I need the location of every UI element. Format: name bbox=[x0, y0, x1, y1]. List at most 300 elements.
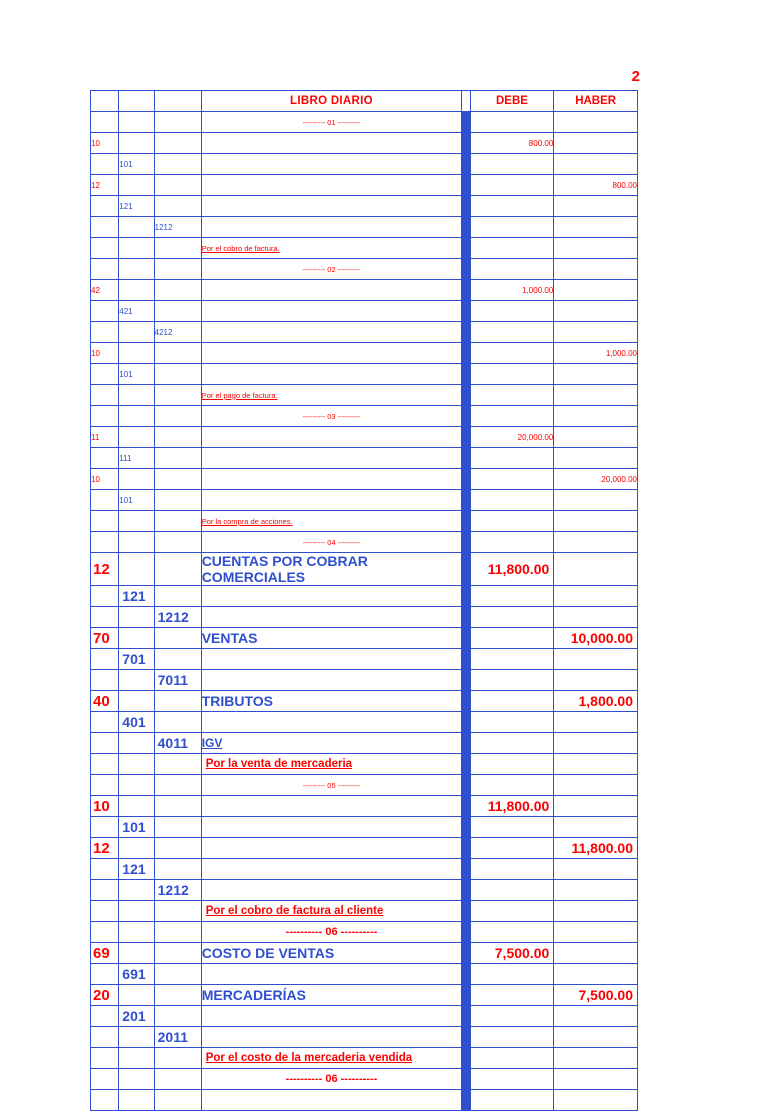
entry-separator: --------- 01 --------- bbox=[201, 112, 462, 133]
row-haber bbox=[554, 385, 638, 406]
row-debe bbox=[470, 238, 554, 259]
row-haber bbox=[554, 217, 638, 238]
row-subsubcode bbox=[154, 922, 201, 943]
row-subaccount-code bbox=[119, 733, 154, 754]
row-description bbox=[201, 427, 462, 448]
row-account-code: 40 bbox=[91, 691, 119, 712]
table-row bbox=[91, 670, 638, 691]
row-haber bbox=[554, 586, 638, 607]
row-subaccount-code: 111 bbox=[119, 448, 154, 469]
row-subaccount-code bbox=[119, 469, 154, 490]
row-subcode bbox=[119, 259, 154, 280]
row-subsubcode bbox=[154, 511, 201, 532]
row-subsubaccount-code bbox=[154, 469, 201, 490]
row-code bbox=[91, 922, 119, 943]
row-subsubaccount-code bbox=[154, 649, 201, 670]
row-subaccount-code bbox=[119, 880, 154, 901]
table-row bbox=[91, 133, 638, 154]
row-debe bbox=[470, 1048, 554, 1069]
table-row bbox=[91, 175, 638, 196]
table-row bbox=[91, 838, 638, 859]
column-spine bbox=[462, 649, 470, 670]
row-subsubcode bbox=[154, 385, 201, 406]
row-haber bbox=[554, 553, 638, 586]
row-subsubaccount-code: 4011 bbox=[154, 733, 201, 754]
row-subsubaccount-code bbox=[154, 796, 201, 817]
table-row bbox=[91, 796, 638, 817]
table-row bbox=[91, 607, 638, 628]
column-spine bbox=[462, 364, 470, 385]
row-code bbox=[91, 406, 119, 427]
row-subaccount-code bbox=[119, 985, 154, 1006]
row-subcode bbox=[119, 112, 154, 133]
row-debe bbox=[470, 754, 554, 775]
table-row bbox=[91, 259, 638, 280]
row-account-code: 12 bbox=[91, 553, 119, 586]
entry-separator: --------- 04 --------- bbox=[201, 532, 462, 553]
row-debe bbox=[470, 1090, 554, 1111]
row-description bbox=[201, 880, 462, 901]
row-haber: 1,000.00 bbox=[554, 343, 638, 364]
table-row bbox=[91, 217, 638, 238]
row-description bbox=[201, 133, 462, 154]
table-row bbox=[91, 1069, 638, 1090]
row-code bbox=[91, 112, 119, 133]
column-spine bbox=[462, 670, 470, 691]
row-debe bbox=[470, 1027, 554, 1048]
row-account-code: 12 bbox=[91, 838, 119, 859]
row-haber bbox=[554, 901, 638, 922]
table-row bbox=[91, 943, 638, 964]
row-debe bbox=[470, 649, 554, 670]
column-spine bbox=[462, 553, 470, 586]
row-account-code bbox=[91, 586, 119, 607]
row-description bbox=[201, 364, 462, 385]
row-subcode bbox=[119, 775, 154, 796]
column-spine bbox=[462, 754, 470, 775]
column-spine bbox=[462, 133, 470, 154]
row-debe bbox=[470, 985, 554, 1006]
row-subsubaccount-code bbox=[154, 301, 201, 322]
row-subsubaccount-code bbox=[154, 859, 201, 880]
row-subsubaccount-code bbox=[154, 838, 201, 859]
row-debe bbox=[470, 964, 554, 985]
row-debe bbox=[470, 838, 554, 859]
row-description bbox=[201, 817, 462, 838]
table-row bbox=[91, 733, 638, 754]
row-haber bbox=[554, 817, 638, 838]
column-spine bbox=[462, 733, 470, 754]
column-spine bbox=[462, 1006, 470, 1027]
table-row bbox=[91, 817, 638, 838]
row-description bbox=[201, 796, 462, 817]
table-row bbox=[91, 343, 638, 364]
column-spine bbox=[462, 859, 470, 880]
row-haber bbox=[554, 301, 638, 322]
column-spine bbox=[462, 532, 470, 553]
row-debe bbox=[470, 469, 554, 490]
column-spine bbox=[462, 607, 470, 628]
row-account-code: 10 bbox=[91, 343, 119, 364]
row-account-code: 10 bbox=[91, 133, 119, 154]
column-spine bbox=[462, 448, 470, 469]
row-haber bbox=[554, 280, 638, 301]
row-account-code bbox=[91, 490, 119, 511]
row-subaccount-code bbox=[119, 133, 154, 154]
row-haber bbox=[554, 670, 638, 691]
table-row bbox=[91, 406, 638, 427]
entry-note: Por el pago de factura. bbox=[201, 385, 462, 406]
row-haber bbox=[554, 964, 638, 985]
column-spine bbox=[462, 112, 470, 133]
row-subsubcode bbox=[154, 1048, 201, 1069]
table-row bbox=[91, 553, 638, 586]
row-debe bbox=[470, 1069, 554, 1090]
row-account-code bbox=[91, 301, 119, 322]
row-subcode bbox=[119, 511, 154, 532]
table-row bbox=[91, 586, 638, 607]
row-account-code: 42 bbox=[91, 280, 119, 301]
column-spine bbox=[462, 628, 470, 649]
row-subaccount-code: 401 bbox=[119, 712, 154, 733]
table-row bbox=[91, 322, 638, 343]
row-haber bbox=[554, 532, 638, 553]
entry-separator: --------- 05 --------- bbox=[201, 775, 462, 796]
entry-note: Por el costo de la mercaderia vendida bbox=[201, 1048, 462, 1069]
table-row bbox=[91, 469, 638, 490]
row-haber bbox=[554, 1027, 638, 1048]
row-code bbox=[91, 511, 119, 532]
row-haber bbox=[554, 427, 638, 448]
row-description bbox=[201, 712, 462, 733]
row-subsubaccount-code bbox=[154, 985, 201, 1006]
row-debe bbox=[470, 217, 554, 238]
row-subaccount-code bbox=[119, 607, 154, 628]
row-subsubaccount-code: 2011 bbox=[154, 1027, 201, 1048]
table-row bbox=[91, 628, 638, 649]
row-description: IGV bbox=[201, 733, 462, 754]
column-spine bbox=[462, 775, 470, 796]
table-row bbox=[91, 1027, 638, 1048]
row-subsubcode bbox=[154, 532, 201, 553]
table-row bbox=[91, 364, 638, 385]
row-description bbox=[201, 301, 462, 322]
table-row bbox=[91, 1090, 638, 1111]
table-row bbox=[91, 385, 638, 406]
entry-separator: --------- 03 --------- bbox=[201, 406, 462, 427]
column-spine bbox=[462, 943, 470, 964]
row-subcode bbox=[119, 238, 154, 259]
row-debe bbox=[470, 112, 554, 133]
row-haber bbox=[554, 712, 638, 733]
column-spine bbox=[462, 901, 470, 922]
row-subsubaccount-code bbox=[154, 364, 201, 385]
row-subsubaccount-code bbox=[154, 343, 201, 364]
row-subcode bbox=[119, 532, 154, 553]
row-subaccount-code: 421 bbox=[119, 301, 154, 322]
header-title: LIBRO DIARIO bbox=[201, 91, 462, 112]
entry-note: Por la venta de mercaderia bbox=[201, 754, 462, 775]
row-debe bbox=[470, 670, 554, 691]
row-description bbox=[201, 670, 462, 691]
row-account-code bbox=[91, 322, 119, 343]
row-account-code: 11 bbox=[91, 427, 119, 448]
table-row bbox=[91, 922, 638, 943]
row-debe: 11,800.00 bbox=[470, 553, 554, 586]
row-haber bbox=[554, 406, 638, 427]
row-haber bbox=[554, 238, 638, 259]
row-subsubaccount-code bbox=[154, 175, 201, 196]
row-debe: 800.00 bbox=[470, 133, 554, 154]
row-subsubaccount-code: 1212 bbox=[154, 217, 201, 238]
row-account-code bbox=[91, 364, 119, 385]
row-subaccount-code bbox=[119, 175, 154, 196]
row-description bbox=[201, 838, 462, 859]
row-debe bbox=[470, 406, 554, 427]
journal-table bbox=[90, 90, 638, 1111]
row-subsubcode bbox=[154, 406, 201, 427]
table-row bbox=[91, 1048, 638, 1069]
row-haber bbox=[554, 196, 638, 217]
table-row bbox=[91, 196, 638, 217]
row-account-code bbox=[91, 817, 119, 838]
row-subsubaccount-code bbox=[154, 943, 201, 964]
entry-separator: ---------- 06 ---------- bbox=[201, 1069, 462, 1090]
row-subsubaccount-code: 7011 bbox=[154, 670, 201, 691]
table-row bbox=[91, 112, 638, 133]
row-account-code bbox=[91, 859, 119, 880]
table-row bbox=[91, 154, 638, 175]
row-haber: 20,000.00 bbox=[554, 469, 638, 490]
row-description bbox=[201, 343, 462, 364]
column-spine bbox=[462, 1027, 470, 1048]
column-spine bbox=[462, 490, 470, 511]
column-spine bbox=[462, 469, 470, 490]
row-subsubaccount-code bbox=[154, 691, 201, 712]
row-description bbox=[201, 859, 462, 880]
row-subsubaccount-code bbox=[154, 712, 201, 733]
table-row bbox=[91, 712, 638, 733]
row-subaccount-code: 101 bbox=[119, 364, 154, 385]
column-spine bbox=[462, 880, 470, 901]
row-haber bbox=[554, 490, 638, 511]
row-debe: 20,000.00 bbox=[470, 427, 554, 448]
row-subaccount-code: 101 bbox=[119, 154, 154, 175]
row-haber bbox=[554, 775, 638, 796]
row-subsubaccount-code bbox=[154, 1090, 201, 1111]
header-haber: HABER bbox=[554, 91, 638, 112]
row-subsubaccount-code bbox=[154, 133, 201, 154]
row-account-code bbox=[91, 733, 119, 754]
row-account-code bbox=[91, 964, 119, 985]
row-code bbox=[91, 532, 119, 553]
header-debe: DEBE bbox=[470, 91, 554, 112]
column-spine bbox=[462, 511, 470, 532]
row-account-code bbox=[91, 448, 119, 469]
column-spine bbox=[462, 1069, 470, 1090]
row-haber bbox=[554, 1048, 638, 1069]
column-spine bbox=[462, 796, 470, 817]
row-description bbox=[201, 196, 462, 217]
column-spine bbox=[462, 385, 470, 406]
row-haber bbox=[554, 448, 638, 469]
row-description bbox=[201, 1006, 462, 1027]
table-row bbox=[91, 448, 638, 469]
row-subsubaccount-code bbox=[154, 1006, 201, 1027]
row-code bbox=[91, 1069, 119, 1090]
row-account-code bbox=[91, 649, 119, 670]
row-subcode bbox=[119, 385, 154, 406]
row-haber: 11,800.00 bbox=[554, 838, 638, 859]
row-account-code: 20 bbox=[91, 985, 119, 1006]
row-debe bbox=[470, 586, 554, 607]
row-debe bbox=[470, 1006, 554, 1027]
row-account-code bbox=[91, 880, 119, 901]
row-code bbox=[91, 1048, 119, 1069]
column-spine bbox=[462, 691, 470, 712]
table-row bbox=[91, 964, 638, 985]
column-spine bbox=[462, 712, 470, 733]
row-haber bbox=[554, 1069, 638, 1090]
row-haber bbox=[554, 133, 638, 154]
row-debe bbox=[470, 775, 554, 796]
row-description bbox=[201, 607, 462, 628]
row-subaccount-code bbox=[119, 280, 154, 301]
column-spine bbox=[462, 964, 470, 985]
row-subsubaccount-code bbox=[154, 196, 201, 217]
row-haber bbox=[554, 607, 638, 628]
header-spacer-2 bbox=[119, 91, 154, 112]
table-row bbox=[91, 490, 638, 511]
row-description bbox=[201, 175, 462, 196]
row-code bbox=[91, 238, 119, 259]
table-row bbox=[91, 880, 638, 901]
header-spacer-1 bbox=[91, 91, 119, 112]
row-haber: 1,800.00 bbox=[554, 691, 638, 712]
row-debe bbox=[470, 712, 554, 733]
row-description bbox=[201, 217, 462, 238]
column-spine bbox=[462, 427, 470, 448]
row-subsubaccount-code bbox=[154, 154, 201, 175]
row-account-code bbox=[91, 1090, 119, 1111]
row-subsubaccount-code: 1212 bbox=[154, 880, 201, 901]
column-spine bbox=[462, 154, 470, 175]
row-subsubaccount-code bbox=[154, 553, 201, 586]
table-row bbox=[91, 301, 638, 322]
column-spine bbox=[462, 217, 470, 238]
row-haber bbox=[554, 154, 638, 175]
row-debe bbox=[470, 154, 554, 175]
row-description bbox=[201, 280, 462, 301]
table-row bbox=[91, 532, 638, 553]
row-haber bbox=[554, 322, 638, 343]
row-debe bbox=[470, 532, 554, 553]
row-description: VENTAS bbox=[201, 628, 462, 649]
row-description bbox=[201, 586, 462, 607]
table-row bbox=[91, 775, 638, 796]
row-subaccount-code: 121 bbox=[119, 586, 154, 607]
column-spine bbox=[462, 1090, 470, 1111]
row-debe bbox=[470, 448, 554, 469]
row-subcode bbox=[119, 1069, 154, 1090]
row-haber bbox=[554, 364, 638, 385]
row-subaccount-code bbox=[119, 217, 154, 238]
row-account-code bbox=[91, 154, 119, 175]
row-debe bbox=[470, 922, 554, 943]
row-subcode bbox=[119, 754, 154, 775]
row-account-code: 70 bbox=[91, 628, 119, 649]
row-debe bbox=[470, 691, 554, 712]
row-account-code: 10 bbox=[91, 796, 119, 817]
header-spine bbox=[462, 91, 470, 112]
row-haber: 7,500.00 bbox=[554, 985, 638, 1006]
row-account-code bbox=[91, 196, 119, 217]
row-debe bbox=[470, 301, 554, 322]
row-subaccount-code bbox=[119, 553, 154, 586]
row-account-code bbox=[91, 1027, 119, 1048]
row-subsubaccount-code bbox=[154, 280, 201, 301]
row-haber bbox=[554, 259, 638, 280]
row-haber bbox=[554, 943, 638, 964]
column-spine bbox=[462, 322, 470, 343]
column-spine bbox=[462, 259, 470, 280]
row-subsubaccount-code bbox=[154, 448, 201, 469]
table-row bbox=[91, 691, 638, 712]
table-row bbox=[91, 1006, 638, 1027]
row-subcode bbox=[119, 922, 154, 943]
row-account-code bbox=[91, 712, 119, 733]
row-subsubaccount-code bbox=[154, 586, 201, 607]
row-subsubaccount-code: 4212 bbox=[154, 322, 201, 343]
row-haber bbox=[554, 1006, 638, 1027]
table-row bbox=[91, 859, 638, 880]
row-account-code bbox=[91, 1006, 119, 1027]
row-haber bbox=[554, 754, 638, 775]
row-debe bbox=[470, 628, 554, 649]
row-subaccount-code bbox=[119, 838, 154, 859]
row-description: MERCADERÍAS bbox=[201, 985, 462, 1006]
row-subaccount-code bbox=[119, 427, 154, 448]
column-spine bbox=[462, 586, 470, 607]
row-subaccount-code bbox=[119, 322, 154, 343]
row-debe: 11,800.00 bbox=[470, 796, 554, 817]
column-spine bbox=[462, 406, 470, 427]
row-subaccount-code: 101 bbox=[119, 817, 154, 838]
row-subsubaccount-code bbox=[154, 490, 201, 511]
column-spine bbox=[462, 838, 470, 859]
table-row bbox=[91, 280, 638, 301]
row-description: TRIBUTOS bbox=[201, 691, 462, 712]
entry-separator: ---------- 06 ---------- bbox=[201, 922, 462, 943]
row-subaccount-code bbox=[119, 796, 154, 817]
row-code bbox=[91, 775, 119, 796]
row-account-code bbox=[91, 607, 119, 628]
row-subsubcode bbox=[154, 259, 201, 280]
row-haber bbox=[554, 649, 638, 670]
row-code bbox=[91, 259, 119, 280]
column-spine bbox=[462, 175, 470, 196]
entry-note: Por el cobro de factura. bbox=[201, 238, 462, 259]
row-subaccount-code: 121 bbox=[119, 859, 154, 880]
row-subsubcode bbox=[154, 754, 201, 775]
row-debe bbox=[470, 259, 554, 280]
row-subsubcode bbox=[154, 238, 201, 259]
row-haber bbox=[554, 511, 638, 532]
row-description bbox=[201, 649, 462, 670]
row-subaccount-code bbox=[119, 628, 154, 649]
row-subaccount-code bbox=[119, 691, 154, 712]
row-description bbox=[201, 490, 462, 511]
